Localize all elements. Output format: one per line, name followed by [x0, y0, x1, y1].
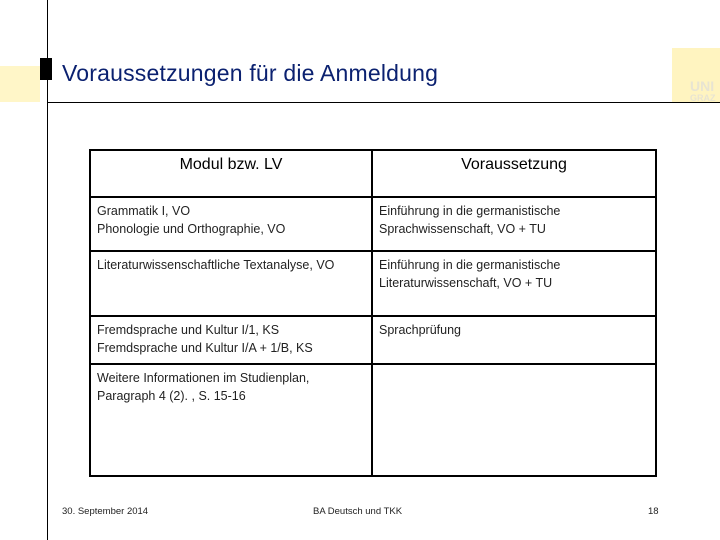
- requirements-table: [89, 149, 657, 477]
- table-row: [90, 197, 656, 251]
- requirement-cell: [372, 197, 656, 251]
- requirement-line: Sprachwissenschaft, VO + TU: [379, 222, 546, 236]
- requirement-line: Einführung in die germanistische: [379, 204, 561, 218]
- table-row: [90, 251, 656, 316]
- requirement-line: Sprachprüfung: [379, 323, 462, 337]
- decorative-black-square: [40, 58, 52, 80]
- header-module: Modul bzw. LV: [90, 150, 372, 197]
- requirement-line: Einführung in die germanistische: [379, 258, 561, 272]
- page-number: 18: [648, 506, 659, 517]
- table-header-row: [90, 150, 656, 197]
- module-line: Literaturwissenschaftliche Textanalyse, VO: [97, 258, 335, 272]
- requirement-cell: [372, 251, 656, 316]
- module-cell: [90, 316, 372, 364]
- module-line: Fremdsprache und Kultur I/A + 1/B, KS: [97, 341, 313, 355]
- requirement-line: Literaturwissenschaft, VO + TU: [379, 276, 553, 290]
- requirement-cell: [372, 316, 656, 364]
- table-row: [90, 316, 656, 364]
- requirement-cell: [372, 364, 656, 476]
- table-row: [90, 364, 656, 476]
- footer-title: BA Deutsch und TKK: [313, 506, 403, 517]
- left-vertical-rule: [47, 0, 48, 540]
- module-cell: [90, 197, 372, 251]
- module-cell: [90, 251, 372, 316]
- header-requirement: Voraussetzung: [372, 150, 656, 197]
- module-line: Grammatik I, VO: [97, 204, 191, 218]
- logo-text-line1: UNI: [690, 78, 715, 94]
- module-line: Paragraph 4 (2). , S. 15-16: [97, 389, 246, 403]
- footer-date: 30. September 2014: [62, 506, 149, 517]
- module-line: Phonologie und Orthographie, VO: [97, 222, 286, 236]
- module-line: Weitere Informationen im Studienplan,: [97, 371, 310, 385]
- slide-title: Voraussetzungen für die Anmeldung: [62, 60, 439, 86]
- logo-text-line2: GRAZ: [690, 93, 716, 103]
- title-underline-rule: [48, 102, 720, 103]
- module-cell: [90, 364, 372, 476]
- module-line: Fremdsprache und Kultur I/1, KS: [97, 323, 280, 337]
- decorative-yellow-block: [0, 66, 40, 102]
